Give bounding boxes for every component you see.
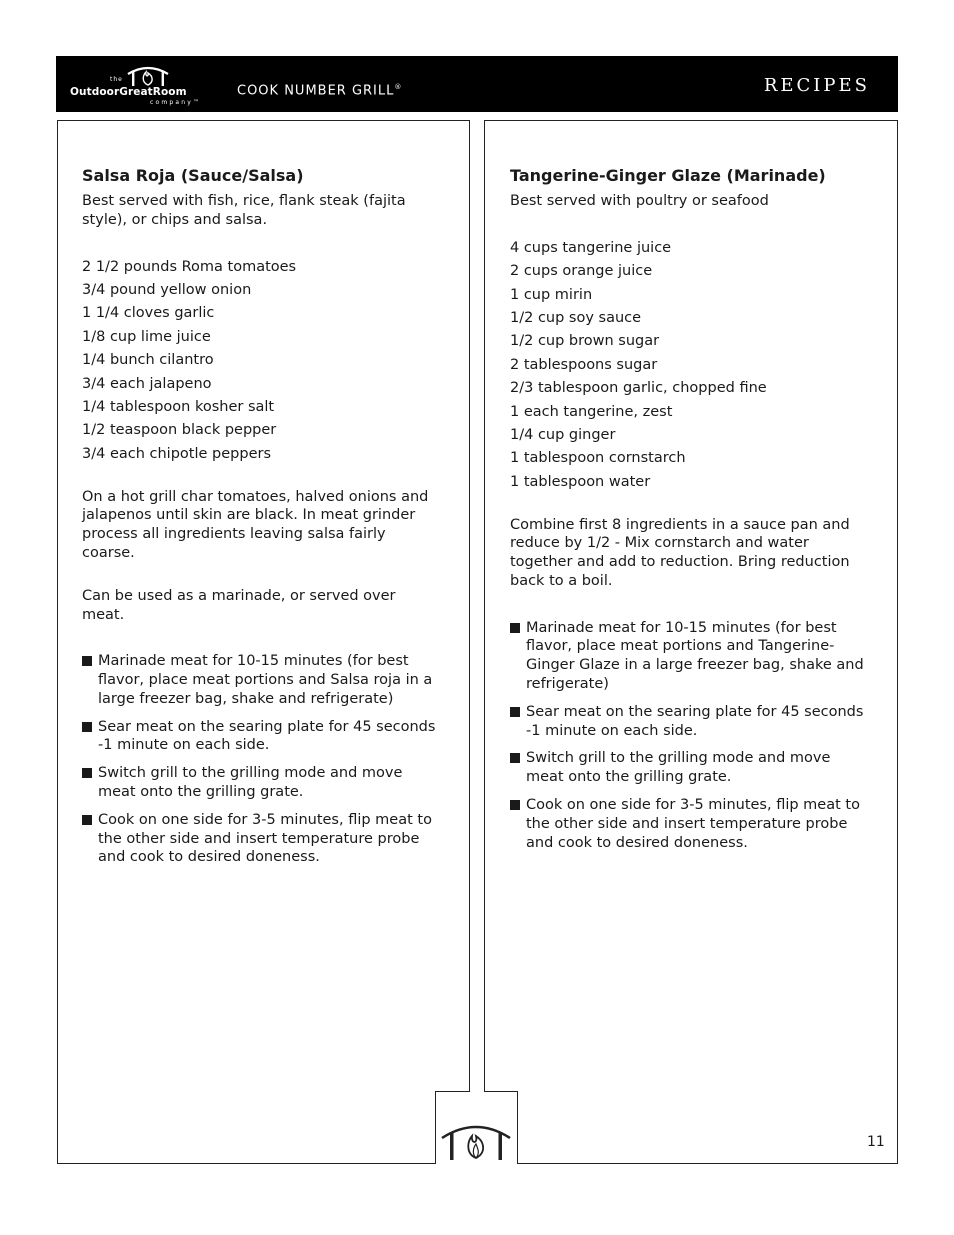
step-item: Marinade meat for 10-15 minutes (for best flavor, place meat portions and Tangerine-Ginger Glaze in a large freezer bag, shake and refrigerate)	[510, 619, 870, 694]
logo-the: the	[110, 76, 123, 83]
ingredient-item: 3/4 pound yellow onion	[82, 281, 252, 298]
ingredient-item: 1/2 teaspoon black pepper	[82, 422, 277, 439]
ingredient-item: 2 tablespoons sugar	[510, 356, 658, 373]
ingredient-item: 4 cups tangerine juice	[510, 239, 672, 256]
recipe-title: Salsa Roja (Sauce/Salsa)	[82, 166, 304, 185]
recipe-title: Tangerine-Ginger Glaze (Marinade)	[510, 166, 826, 185]
logo-name: OutdoorGreatRoom	[70, 86, 187, 98]
ingredient-item: 1/4 cup ginger	[510, 426, 616, 443]
recipe-description: Best served with poultry or seafood	[510, 193, 769, 209]
ingredient-item: 1 1/4 cloves garlic	[82, 305, 215, 322]
ingredient-item: 3/4 each jalapeno	[82, 375, 212, 392]
page-number: 11	[867, 1134, 885, 1150]
product-name-text: COOK NUMBER GRILL	[237, 83, 395, 99]
company-logo	[70, 64, 220, 106]
product-name	[237, 83, 402, 98]
ingredient-item: 3/4 each chipotle peppers	[82, 445, 272, 462]
ingredient-item: 2/3 tablespoon garlic, chopped fine	[510, 380, 767, 397]
ingredient-item: 1/4 tablespoon kosher salt	[82, 398, 275, 415]
step-item: Switch grill to the grilling mode and move meat onto the grilling grate.	[510, 749, 870, 787]
ingredient-list	[510, 239, 870, 492]
registered-mark: ®	[394, 83, 403, 91]
step-list	[510, 619, 870, 853]
grill-flame-arch-icon	[126, 64, 170, 88]
step-item: Cook on one side for 3-5 minutes, flip meat to the other side and insert temperature probe and cook to desired doneness.	[82, 811, 442, 867]
section-title: RECIPES	[763, 75, 870, 96]
recipe-description: Best served with fish, rice, flank steak (fajita style), or chips and salsa.	[82, 193, 406, 228]
ingredient-item: 1 cup mirin	[510, 286, 593, 303]
recipe-instructions: Combine first 8 ingredients in a sauce pan and reduce by 1/2 - Mix cornstarch and water together and add to reduction. Bring reduction back to a boil.	[510, 516, 850, 589]
ingredient-item: 1/4 bunch cilantro	[82, 352, 214, 369]
step-item: Marinade meat for 10-15 minutes (for best flavor, place meat portions and Salsa roja in a large freezer bag, shake and refrigerate)	[82, 652, 442, 708]
step-item: Cook on one side for 3-5 minutes, flip meat to the other side and insert temperature probe and cook to desired doneness.	[510, 796, 870, 852]
ingredient-item: 1/2 cup brown sugar	[510, 333, 660, 350]
ingredient-list	[82, 258, 442, 464]
ingredient-item: 1/2 cup soy sauce	[510, 309, 642, 326]
ingredient-item: 2 cups orange juice	[510, 263, 653, 280]
step-list	[82, 652, 442, 867]
step-item: Switch grill to the grilling mode and move meat onto the grilling grate.	[82, 764, 442, 802]
recipe-instructions: On a hot grill char tomatoes, halved onions and jalapenos until skin are black. In meat grinder process all ingredients leaving salsa fairly coarse.	[82, 488, 429, 561]
ingredient-item: 2 1/2 pounds Roma tomatoes	[82, 258, 297, 275]
ingredient-item: 1/8 cup lime juice	[82, 328, 211, 345]
step-item: Sear meat on the searing plate for 45 seconds -1 minute on each side.	[510, 703, 870, 741]
recipe-salsa-roja	[82, 165, 442, 876]
logo-company: company™	[150, 99, 202, 106]
page-header	[56, 56, 898, 112]
recipe-tangerine-ginger-glaze	[510, 165, 870, 861]
grill-flame-arch-icon	[436, 1092, 516, 1164]
ingredient-item: 1 tablespoon water	[510, 473, 651, 490]
step-item: Sear meat on the searing plate for 45 seconds -1 minute on each side.	[82, 718, 442, 756]
recipe-note: Can be used as a marinade, or served over meat.	[82, 587, 396, 623]
ingredient-item: 1 each tangerine, zest	[510, 403, 673, 420]
ingredient-item: 1 tablespoon cornstarch	[510, 450, 686, 467]
